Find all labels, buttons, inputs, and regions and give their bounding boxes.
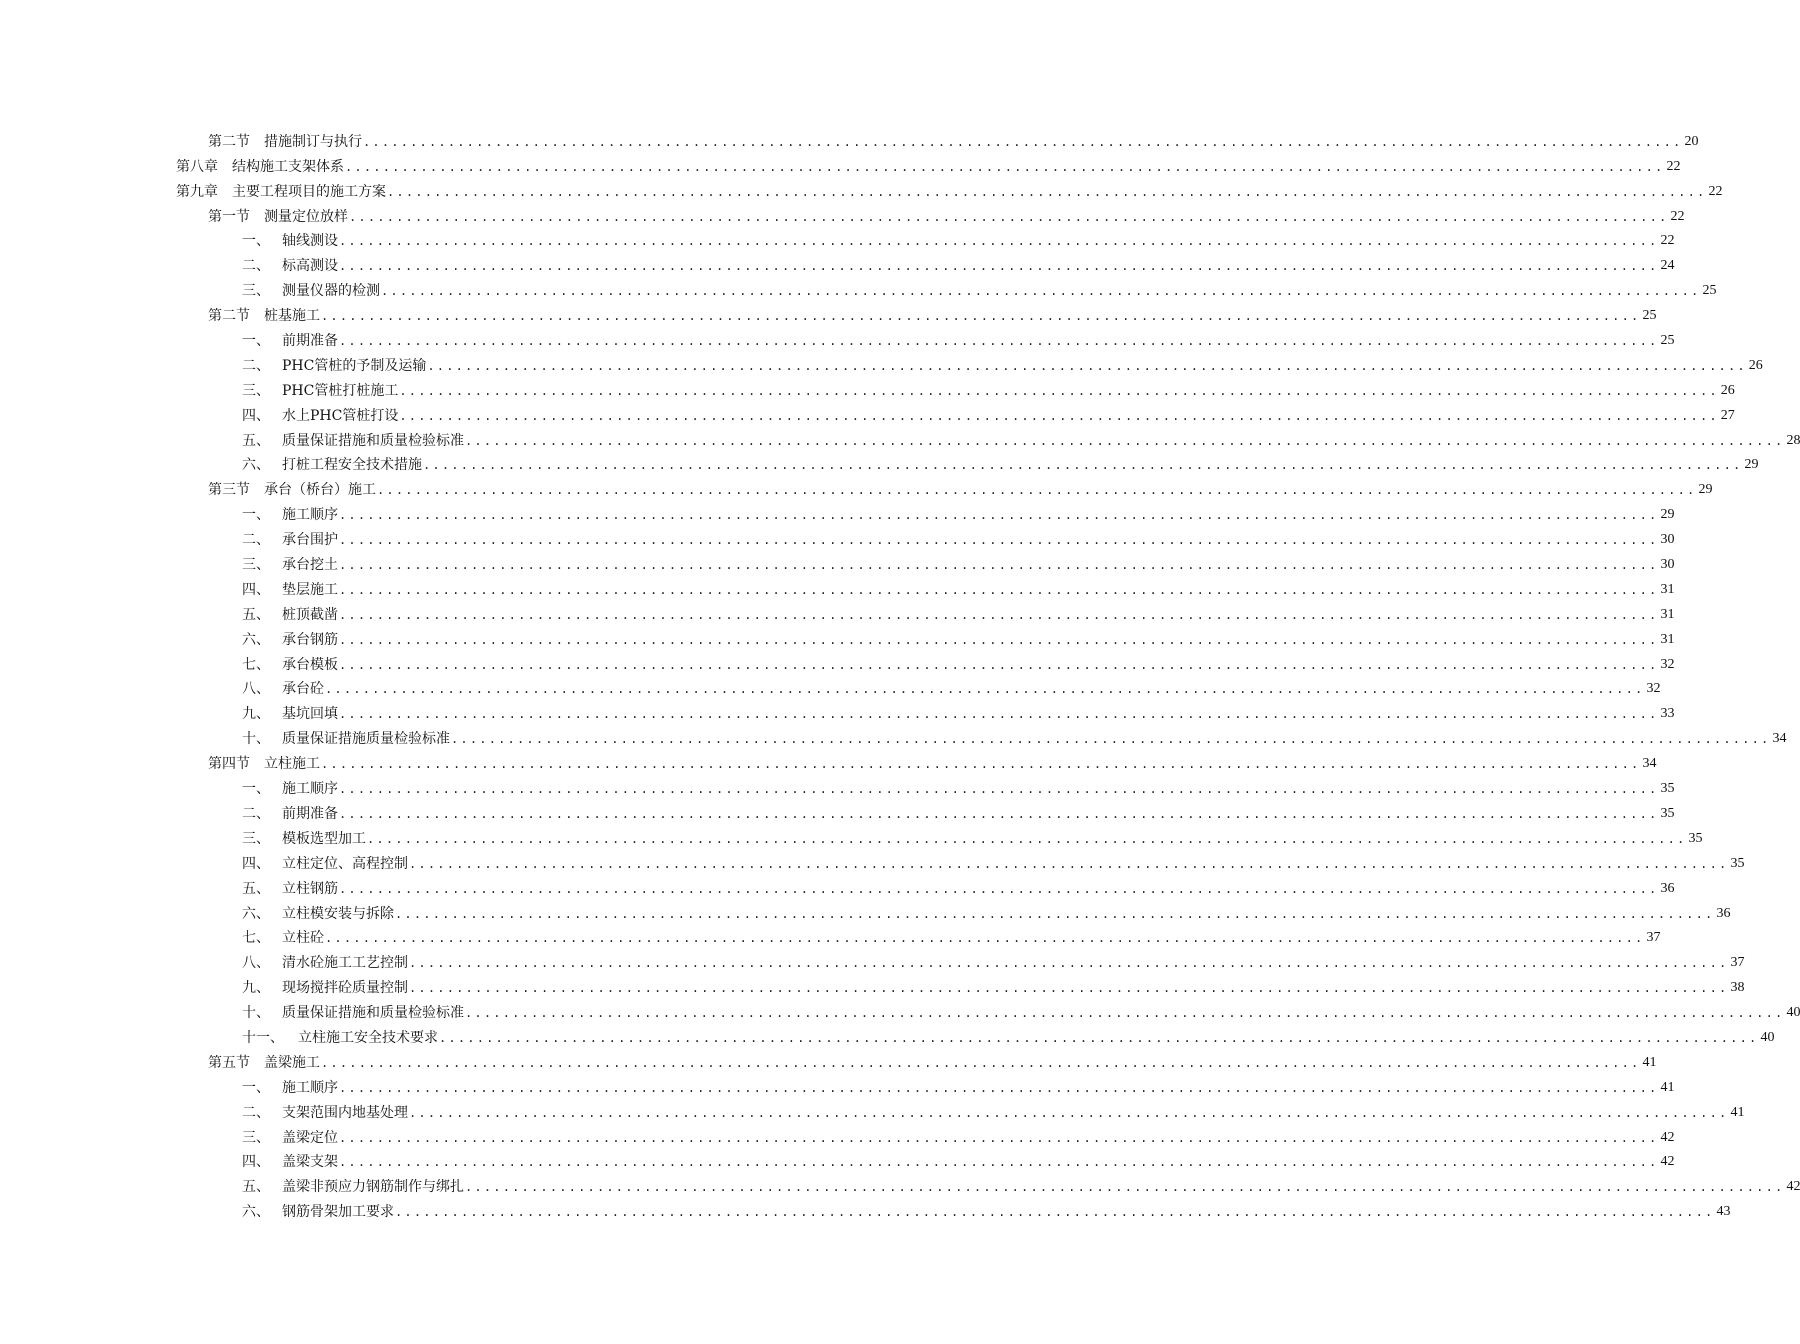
toc-entry[interactable] xyxy=(176,599,1675,624)
toc-entry-label: 前期准备 xyxy=(282,333,338,350)
toc-entry-page-number: 29 xyxy=(1744,457,1759,473)
dot-leader: ............................................................................................................................................ xyxy=(345,159,1665,174)
toc-entry-number: 一、 xyxy=(242,781,270,798)
toc-entry-label: 盖梁非预应力钢筋制作与绑扎 xyxy=(282,1179,464,1196)
toc-entry-label: 质量保证措施和质量检验标准 xyxy=(282,1005,464,1022)
dot-leader: ............................................................................................................................................ xyxy=(409,981,1729,996)
toc-entry-number: 二、 xyxy=(242,532,270,549)
dot-leader: ............................................................................................................................................ xyxy=(339,607,1659,622)
toc-entry-number: 二、 xyxy=(242,1104,270,1121)
toc-entry-number: 六、 xyxy=(242,457,270,474)
toc-entry-page-number: 38 xyxy=(1730,980,1745,996)
toc-entry-title xyxy=(242,407,399,425)
dot-leader: ............................................................................................................................................ xyxy=(321,309,1641,324)
toc-entry-title xyxy=(242,680,325,698)
toc-entry-title xyxy=(208,208,349,226)
dot-leader: ............................................................................................................................................ xyxy=(423,458,1743,473)
dot-leader: ............................................................................................................................................ xyxy=(339,782,1659,797)
toc-entry-title xyxy=(242,257,339,275)
toc-entry-page-number: 34 xyxy=(1642,756,1657,772)
toc-entry[interactable] xyxy=(176,898,1731,923)
toc-entry-page-number: 42 xyxy=(1660,1129,1675,1145)
toc-entry-number: 十、 xyxy=(242,1005,270,1022)
toc-entry-label: 承台砼 xyxy=(282,681,324,698)
toc-entry[interactable] xyxy=(176,524,1675,549)
toc-entry-page-number: 42 xyxy=(1786,1179,1800,1195)
toc-entry-page-number: 28 xyxy=(1786,432,1800,448)
toc-entry-title xyxy=(242,357,427,375)
toc-entry-page-number: 43 xyxy=(1716,1204,1731,1220)
toc-entry-number: 三、 xyxy=(242,382,270,399)
toc-entry-label: 立柱砼 xyxy=(282,930,324,947)
dot-leader: ............................................................................................................................................ xyxy=(339,657,1659,672)
toc-entry-label: 桩基施工 xyxy=(264,308,320,325)
toc-entry-label: 施工顺序 xyxy=(282,781,338,798)
toc-entry-page-number: 37 xyxy=(1646,930,1661,946)
toc-entry-label: 立柱钢筋 xyxy=(282,880,338,897)
toc-entry-number: 五、 xyxy=(242,880,270,897)
dot-leader: ............................................................................................................................................ xyxy=(339,1155,1659,1170)
toc-entry-label: 结构施工支架体系 xyxy=(232,158,344,175)
dot-leader: ............................................................................................................................................ xyxy=(339,1130,1659,1145)
dot-leader: ............................................................................................................................................ xyxy=(399,408,1719,423)
toc-entry-label: 承台（桥台）施工 xyxy=(264,482,376,499)
dot-leader: ............................................................................................................................................ xyxy=(339,881,1659,896)
toc-entry-page-number: 26 xyxy=(1748,357,1763,373)
toc-entry-label: 立柱施工安全技术要求 xyxy=(298,1029,438,1046)
toc-entry-title xyxy=(208,755,321,773)
toc-entry-number: 十、 xyxy=(242,731,270,748)
dot-leader: ............................................................................................................................................ xyxy=(439,1030,1759,1045)
toc-entry-number: 第五节 xyxy=(208,1054,250,1071)
toc-entry[interactable] xyxy=(176,1196,1731,1221)
toc-entry-number: 第四节 xyxy=(208,756,250,773)
dot-leader: ............................................................................................................................................ xyxy=(387,184,1707,199)
toc-entry-label: 水上PHC管桩打设 xyxy=(282,407,399,424)
toc-entry-number: 五、 xyxy=(242,432,270,449)
toc-entry-page-number: 34 xyxy=(1772,731,1787,747)
toc-entry-page-number: 36 xyxy=(1716,905,1731,921)
toc-entry[interactable] xyxy=(176,400,1735,425)
toc-entry-number: 六、 xyxy=(242,905,270,922)
toc-entry-page-number: 25 xyxy=(1702,283,1717,299)
toc-entry-number: 九、 xyxy=(242,706,270,723)
toc-entry[interactable] xyxy=(176,275,1717,300)
toc-entry-label: 主要工程项目的施工方案 xyxy=(232,183,386,200)
toc-entry-number: 八、 xyxy=(242,681,270,698)
toc-entry-label: 钢筋骨架加工要求 xyxy=(282,1204,394,1221)
toc-entry-number: 四、 xyxy=(242,407,270,424)
toc-entry-page-number: 30 xyxy=(1660,557,1675,573)
toc-entry-title xyxy=(242,1129,339,1147)
dot-leader: ............................................................................................................................................ xyxy=(451,732,1771,747)
toc-entry-title xyxy=(242,979,409,997)
toc-entry[interactable] xyxy=(176,201,1685,226)
toc-entry-page-number: 41 xyxy=(1642,1054,1657,1070)
toc-entry-page-number: 33 xyxy=(1660,706,1675,722)
toc-entry[interactable] xyxy=(176,972,1745,997)
toc-entry[interactable] xyxy=(176,1022,1775,1047)
toc-entry-label: 测量定位放样 xyxy=(264,208,348,225)
toc-entry-label: 标高测设 xyxy=(282,258,338,275)
dot-leader: ............................................................................................................................................ xyxy=(465,1006,1785,1021)
toc-entry-page-number: 25 xyxy=(1642,308,1657,324)
toc-entry[interactable] xyxy=(176,325,1675,350)
toc-entry-label: 测量仪器的检测 xyxy=(282,283,380,300)
toc-entry-title xyxy=(242,730,451,748)
toc-entry-page-number: 35 xyxy=(1660,805,1675,821)
dot-leader: ............................................................................................................................................ xyxy=(395,1205,1715,1220)
toc-entry-label: 桩顶截凿 xyxy=(282,606,338,623)
toc-entry[interactable] xyxy=(176,250,1675,275)
toc-entry-number: 第一节 xyxy=(208,208,250,225)
toc-entry-page-number: 22 xyxy=(1708,183,1723,199)
toc-entry[interactable] xyxy=(176,450,1759,475)
dot-leader: ............................................................................................................................................ xyxy=(321,1055,1641,1070)
toc-entry[interactable] xyxy=(176,574,1675,599)
toc-entry[interactable] xyxy=(176,1122,1675,1147)
toc-entry-page-number: 31 xyxy=(1660,606,1675,622)
toc-entry[interactable] xyxy=(176,823,1703,848)
toc-entry-number: 一、 xyxy=(242,507,270,524)
toc-entry-label: 基坑回填 xyxy=(282,706,338,723)
toc-entry-title xyxy=(242,556,339,574)
toc-entry-page-number: 32 xyxy=(1660,656,1675,672)
toc-entry-label: 清水砼施工工艺控制 xyxy=(282,955,408,972)
toc-entry[interactable] xyxy=(176,723,1787,748)
toc-entry-number: 三、 xyxy=(242,557,270,574)
toc-entry-title xyxy=(242,1178,465,1196)
dot-leader: ............................................................................................................................................ xyxy=(339,334,1659,349)
toc-entry[interactable] xyxy=(176,549,1675,574)
dot-leader: ............................................................................................................................................ xyxy=(409,956,1729,971)
toc-entry-number: 一、 xyxy=(242,1079,270,1096)
toc-entry-number: 二、 xyxy=(242,805,270,822)
dot-leader: ............................................................................................................................................ xyxy=(339,632,1659,647)
toc-entry-page-number: 35 xyxy=(1660,781,1675,797)
toc-entry-number: 三、 xyxy=(242,1129,270,1146)
toc-entry-title xyxy=(242,606,339,624)
toc-entry-label: PHC管桩的予制及运输 xyxy=(282,357,427,374)
toc-entry-number: 一、 xyxy=(242,233,270,250)
dot-leader: ............................................................................................................................................ xyxy=(349,209,1669,224)
toc-entry[interactable] xyxy=(176,151,1681,176)
toc-entry-number: 九、 xyxy=(242,980,270,997)
dot-leader: ............................................................................................................................................ xyxy=(409,856,1729,871)
toc-entry-page-number: 41 xyxy=(1660,1079,1675,1095)
toc-entry-page-number: 22 xyxy=(1660,233,1675,249)
toc-entry[interactable] xyxy=(176,698,1675,723)
toc-entry-page-number: 29 xyxy=(1698,482,1713,498)
toc-entry-number: 二、 xyxy=(242,357,270,374)
toc-entry-label: 现场搅拌砼质量控制 xyxy=(282,980,408,997)
toc-entry[interactable] xyxy=(176,176,1723,201)
dot-leader: ............................................................................................................................................ xyxy=(339,806,1659,821)
toc-entry-title xyxy=(242,905,395,923)
toc-entry-title xyxy=(242,855,409,873)
toc-entry-page-number: 22 xyxy=(1666,158,1681,174)
toc-entry[interactable] xyxy=(176,499,1675,524)
toc-entry[interactable] xyxy=(176,773,1675,798)
toc-entry-page-number: 35 xyxy=(1730,855,1745,871)
toc-entry-number: 七、 xyxy=(242,930,270,947)
dot-leader: ............................................................................................................................................ xyxy=(325,931,1645,946)
toc-entry-number: 一、 xyxy=(242,333,270,350)
toc-entry-label: 轴线测设 xyxy=(282,233,338,250)
dot-leader: ............................................................................................................................................ xyxy=(339,558,1659,573)
toc-entry-label: 打桩工程安全技术措施 xyxy=(282,457,422,474)
toc-entry[interactable] xyxy=(176,1097,1745,1122)
toc-entry-label: 支架范围内地基处理 xyxy=(282,1104,408,1121)
toc-entry-number: 四、 xyxy=(242,1154,270,1171)
toc-entry-title xyxy=(242,805,339,823)
toc-entry-title xyxy=(242,456,423,474)
toc-entry-page-number: 20 xyxy=(1684,133,1699,149)
toc-entry[interactable] xyxy=(176,1047,1657,1072)
toc-entry-page-number: 42 xyxy=(1660,1154,1675,1170)
toc-entry-label: 盖梁施工 xyxy=(264,1054,320,1071)
toc-entry-title xyxy=(242,581,339,599)
toc-entry-page-number: 35 xyxy=(1688,830,1703,846)
toc-entry-label: 垫层施工 xyxy=(282,581,338,598)
toc-entry[interactable] xyxy=(176,649,1675,674)
dot-leader: ............................................................................................................................................ xyxy=(321,757,1641,772)
toc-entry-page-number: 24 xyxy=(1660,258,1675,274)
toc-entry-title xyxy=(242,382,399,400)
toc-entry-title xyxy=(242,780,339,798)
dot-leader: ............................................................................................................................................ xyxy=(363,134,1683,149)
toc-entry-page-number: 40 xyxy=(1760,1029,1775,1045)
dot-leader: ............................................................................................................................................ xyxy=(409,1105,1729,1120)
toc-entry-number: 十一、 xyxy=(242,1029,284,1046)
toc-entry[interactable] xyxy=(176,674,1661,699)
toc-entry-number: 第八章 xyxy=(176,158,218,175)
toc-entry[interactable] xyxy=(176,624,1675,649)
toc-entry-title xyxy=(176,183,387,201)
toc-entry[interactable] xyxy=(176,425,1800,450)
toc-entry-number: 三、 xyxy=(242,283,270,300)
toc-entry[interactable] xyxy=(176,126,1699,151)
toc-entry-page-number: 36 xyxy=(1660,880,1675,896)
toc-entry-label: 措施制订与执行 xyxy=(264,133,362,150)
toc-entry-title xyxy=(242,506,339,524)
toc-entry-number: 四、 xyxy=(242,855,270,872)
toc-entry[interactable] xyxy=(176,474,1713,499)
toc-entry-label: 施工顺序 xyxy=(282,507,338,524)
toc-entry[interactable] xyxy=(176,873,1675,898)
toc-entry-title xyxy=(242,232,339,250)
toc-entry-title xyxy=(208,133,363,151)
toc-entry[interactable] xyxy=(176,226,1675,251)
toc-entry-label: 承台围护 xyxy=(282,532,338,549)
toc-entry[interactable] xyxy=(176,748,1657,773)
toc-entry-page-number: 25 xyxy=(1660,333,1675,349)
toc-entry-label: 前期准备 xyxy=(282,805,338,822)
toc-entry-label: 立柱施工 xyxy=(264,756,320,773)
toc-entry-page-number: 32 xyxy=(1646,681,1661,697)
table-of-contents xyxy=(176,126,1800,1221)
dot-leader: ............................................................................................................................................ xyxy=(339,707,1659,722)
toc-entry-label: 模板选型加工 xyxy=(282,830,366,847)
toc-entry-number: 五、 xyxy=(242,1179,270,1196)
toc-entry-title xyxy=(242,1203,395,1221)
toc-entry-number: 七、 xyxy=(242,656,270,673)
dot-leader: ............................................................................................................................................ xyxy=(339,234,1659,249)
toc-entry-title xyxy=(242,705,339,723)
toc-entry-title xyxy=(242,880,339,898)
dot-leader: ............................................................................................................................................ xyxy=(339,533,1659,548)
toc-entry[interactable] xyxy=(176,1072,1675,1097)
toc-entry-title xyxy=(208,481,377,499)
toc-entry-title xyxy=(242,830,367,848)
toc-entry-title xyxy=(242,656,339,674)
toc-entry-label: 承台模板 xyxy=(282,656,338,673)
toc-entry-label: 立柱模安装与拆除 xyxy=(282,905,394,922)
toc-entry-title xyxy=(242,929,325,947)
toc-entry-label: 质量保证措施和质量检验标准 xyxy=(282,432,464,449)
toc-entry-page-number: 41 xyxy=(1730,1104,1745,1120)
dot-leader: ............................................................................................................................................ xyxy=(427,358,1747,373)
toc-entry[interactable] xyxy=(176,1171,1800,1196)
toc-entry[interactable] xyxy=(176,798,1675,823)
dot-leader: ............................................................................................................................................ xyxy=(325,682,1645,697)
dot-leader: ............................................................................................................................................ xyxy=(377,483,1697,498)
toc-entry-number: 第二节 xyxy=(208,133,250,150)
toc-entry-number: 三、 xyxy=(242,830,270,847)
toc-entry-label: 承台挖土 xyxy=(282,557,338,574)
toc-entry-title xyxy=(208,1054,321,1072)
toc-entry-page-number: 29 xyxy=(1660,507,1675,523)
toc-entry-number: 六、 xyxy=(242,631,270,648)
toc-entry-page-number: 31 xyxy=(1660,631,1675,647)
toc-entry-page-number: 40 xyxy=(1786,1005,1800,1021)
toc-entry-title xyxy=(242,1104,409,1122)
toc-entry-number: 二、 xyxy=(242,258,270,275)
dot-leader: ............................................................................................................................................ xyxy=(395,906,1715,921)
toc-entry-number: 四、 xyxy=(242,581,270,598)
toc-entry-number: 第二节 xyxy=(208,308,250,325)
dot-leader: ............................................................................................................................................ xyxy=(465,1180,1785,1195)
toc-entry-number: 第三节 xyxy=(208,482,250,499)
toc-entry-title xyxy=(176,158,345,176)
toc-entry-label: 质量保证措施质量检验标准 xyxy=(282,731,450,748)
toc-entry-page-number: 30 xyxy=(1660,532,1675,548)
toc-entry-label: 盖梁定位 xyxy=(282,1129,338,1146)
toc-entry-title xyxy=(242,1153,339,1171)
toc-entry-label: 立柱定位、高程控制 xyxy=(282,855,408,872)
toc-entry-page-number: 22 xyxy=(1670,208,1685,224)
dot-leader: ............................................................................................................................................ xyxy=(339,582,1659,597)
dot-leader: ............................................................................................................................................ xyxy=(339,508,1659,523)
toc-entry[interactable] xyxy=(176,923,1661,948)
toc-entry[interactable] xyxy=(176,947,1745,972)
toc-entry-title xyxy=(208,307,321,325)
toc-entry-page-number: 37 xyxy=(1730,955,1745,971)
toc-entry-title xyxy=(242,631,339,649)
toc-entry-title xyxy=(242,282,381,300)
toc-entry-number: 五、 xyxy=(242,606,270,623)
toc-entry[interactable] xyxy=(176,848,1745,873)
toc-entry-title xyxy=(242,432,465,450)
toc-entry-page-number: 26 xyxy=(1720,382,1735,398)
dot-leader: ............................................................................................................................................ xyxy=(399,383,1719,398)
toc-entry-page-number: 31 xyxy=(1660,581,1675,597)
dot-leader: ............................................................................................................................................ xyxy=(465,433,1785,448)
toc-entry-label: 盖梁支架 xyxy=(282,1154,338,1171)
toc-entry[interactable] xyxy=(176,997,1800,1022)
toc-entry-number: 第九章 xyxy=(176,183,218,200)
toc-entry[interactable] xyxy=(176,350,1763,375)
toc-entry[interactable] xyxy=(176,300,1657,325)
toc-entry-number: 六、 xyxy=(242,1204,270,1221)
toc-entry-number: 八、 xyxy=(242,955,270,972)
toc-entry[interactable] xyxy=(176,1147,1675,1172)
toc-entry-title xyxy=(242,1029,439,1047)
toc-entry-title xyxy=(242,1004,465,1022)
dot-leader: ............................................................................................................................................ xyxy=(381,284,1701,299)
toc-entry-page-number: 27 xyxy=(1720,407,1735,423)
dot-leader: ............................................................................................................................................ xyxy=(367,831,1687,846)
dot-leader: ............................................................................................................................................ xyxy=(339,259,1659,274)
toc-entry-title xyxy=(242,954,409,972)
toc-entry[interactable] xyxy=(176,375,1735,400)
toc-entry-label: PHC管桩打桩施工 xyxy=(282,382,399,399)
toc-entry-title xyxy=(242,1079,339,1097)
toc-entry-title xyxy=(242,332,339,350)
toc-entry-title xyxy=(242,531,339,549)
toc-entry-label: 施工顺序 xyxy=(282,1079,338,1096)
toc-entry-label: 承台钢筋 xyxy=(282,631,338,648)
dot-leader: ............................................................................................................................................ xyxy=(339,1080,1659,1095)
